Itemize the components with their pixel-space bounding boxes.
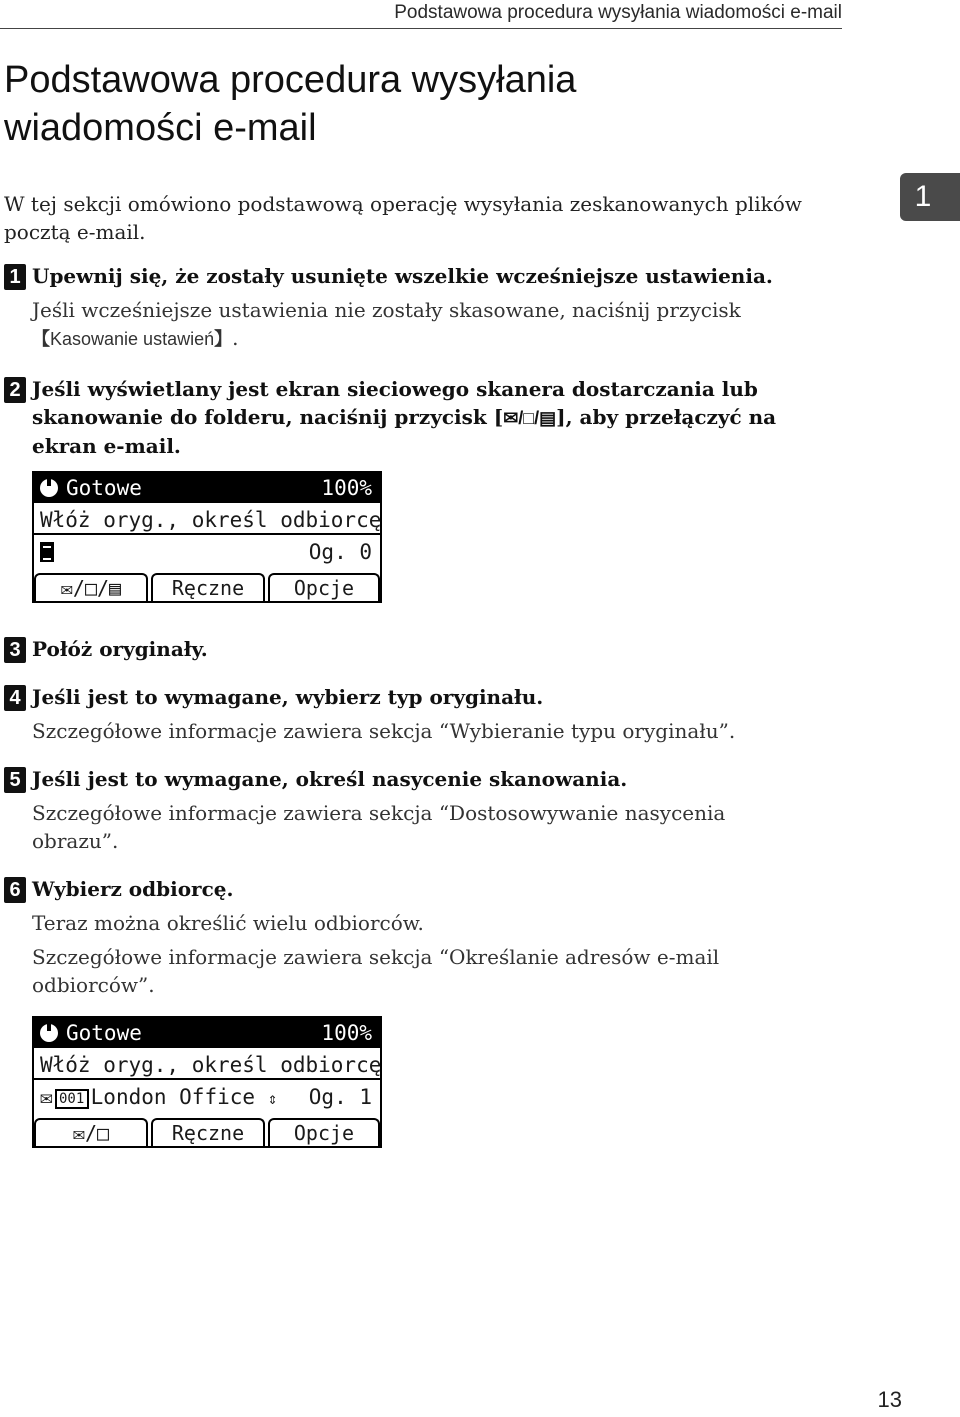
lcd-softkeys (34, 571, 380, 601)
page-number: 13 (877, 1387, 902, 1412)
intro-paragraph: W tej sekcji omówiono podstawową operację wysyłania zeskanowanych plików pocztą e-mail. (4, 192, 802, 244)
key-label: Kasowanie ustawień (50, 329, 215, 349)
step-number: 3 (4, 637, 26, 663)
softkey-manual[interactable]: Ręczne (151, 573, 265, 601)
up-down-arrow-icon[interactable]: ⇕ (267, 1089, 278, 1108)
step-number: 1 (4, 264, 26, 290)
page-title: Podstawowa procedura wysyłania wiadomości e-mail (4, 59, 577, 149)
step-title: Połóż oryginały. (32, 637, 208, 661)
lcd-message-row (34, 1050, 380, 1080)
lcd-message-row (34, 505, 380, 535)
step-title (32, 375, 804, 460)
softkey-manual[interactable]: Ręczne (151, 1118, 265, 1146)
step-number: 5 (4, 767, 26, 793)
step-title-part-b: ], aby przełączyć na ekran e-mail. (32, 405, 777, 458)
step-body: Szczegółowe informacje zawiera sekcja “Określanie adresów e-mail odbiorców”. (32, 945, 720, 997)
step-number: 2 (4, 377, 26, 403)
power-icon (40, 1024, 58, 1042)
step-body: Szczegółowe informacje zawiera sekcja “Dostosowywanie nasycenia obrazu”. (32, 801, 726, 853)
lcd-originals-count: Og. 1 (308, 1085, 372, 1109)
step-title: Jeśli jest to wymagane, określ nasycenie skanowania. (32, 767, 628, 791)
lcd-status: Gotowe (66, 1021, 142, 1045)
scanner-folder-icon (40, 542, 54, 562)
softkey-mode[interactable]: ✉/□/▤ (34, 573, 148, 601)
destination-name: London Office (90, 1085, 256, 1109)
lcd-panel-2 (32, 1016, 382, 1148)
key-bracket-open: 【 (32, 329, 50, 349)
lcd-message: Włóż oryg., określ odbiorcę (40, 1053, 382, 1077)
step-title: Wybierz odbiorcę. (32, 877, 234, 901)
step-title: Upewnij się, że zostały usunięte wszelkie wcześniejsze ustawienia. (32, 264, 773, 288)
step-body-end: . (232, 326, 239, 350)
step-body-text: Jeśli wcześniejsze ustawienia nie zostały skasowane, naciśnij przycisk (32, 298, 741, 322)
power-icon (40, 479, 58, 497)
softkey-options[interactable]: Opcje (268, 1118, 380, 1146)
lcd-originals-row (34, 537, 380, 567)
step-1 (4, 262, 804, 353)
lcd-status-row (34, 1018, 380, 1048)
header-rule (0, 28, 842, 29)
key-bracket-close: 】 (214, 329, 233, 349)
lcd-destination-row (34, 1082, 380, 1112)
step-body (32, 296, 804, 353)
step-title-part-a: Jeśli wyświetlany jest ekran sieciowego skanera dostarczania lub skanowanie do folderu, naciśnij przycisk [ (32, 377, 758, 429)
step-6 (4, 875, 804, 999)
lcd-originals-count: Og. 0 (308, 540, 372, 564)
step-number: 6 (4, 877, 26, 903)
step-body: Teraz można określić wielu odbiorców. (32, 911, 424, 935)
lcd-message: Włóż oryg., określ odbiorcę (40, 508, 382, 532)
lcd-percent: 100% (321, 476, 372, 500)
lcd-status: Gotowe (66, 476, 142, 500)
softkey-options[interactable]: Opcje (268, 573, 380, 601)
step-4 (4, 683, 804, 745)
lcd-status-row (34, 473, 380, 503)
step-title: Jeśli jest to wymagane, wybierz typ oryginału. (32, 685, 544, 709)
email-icon: ✉ (40, 1085, 53, 1109)
destination-number: 001 (55, 1089, 89, 1109)
lcd-panel-1 (32, 471, 382, 603)
lcd-percent: 100% (321, 1021, 372, 1045)
step-2 (4, 375, 804, 460)
step-number: 4 (4, 685, 26, 711)
mode-key-icons: ✉/□/▤ (503, 408, 557, 428)
lcd-softkeys (34, 1116, 380, 1146)
chapter-tab: 1 (900, 173, 960, 221)
running-header: Podstawowa procedura wysyłania wiadomości e-mail (394, 2, 842, 23)
softkey-mode[interactable]: ✉/□ (34, 1118, 148, 1146)
step-3 (4, 635, 804, 663)
step-5 (4, 765, 804, 855)
step-body: Szczegółowe informacje zawiera sekcja “Wybieranie typu oryginału”. (32, 719, 736, 743)
